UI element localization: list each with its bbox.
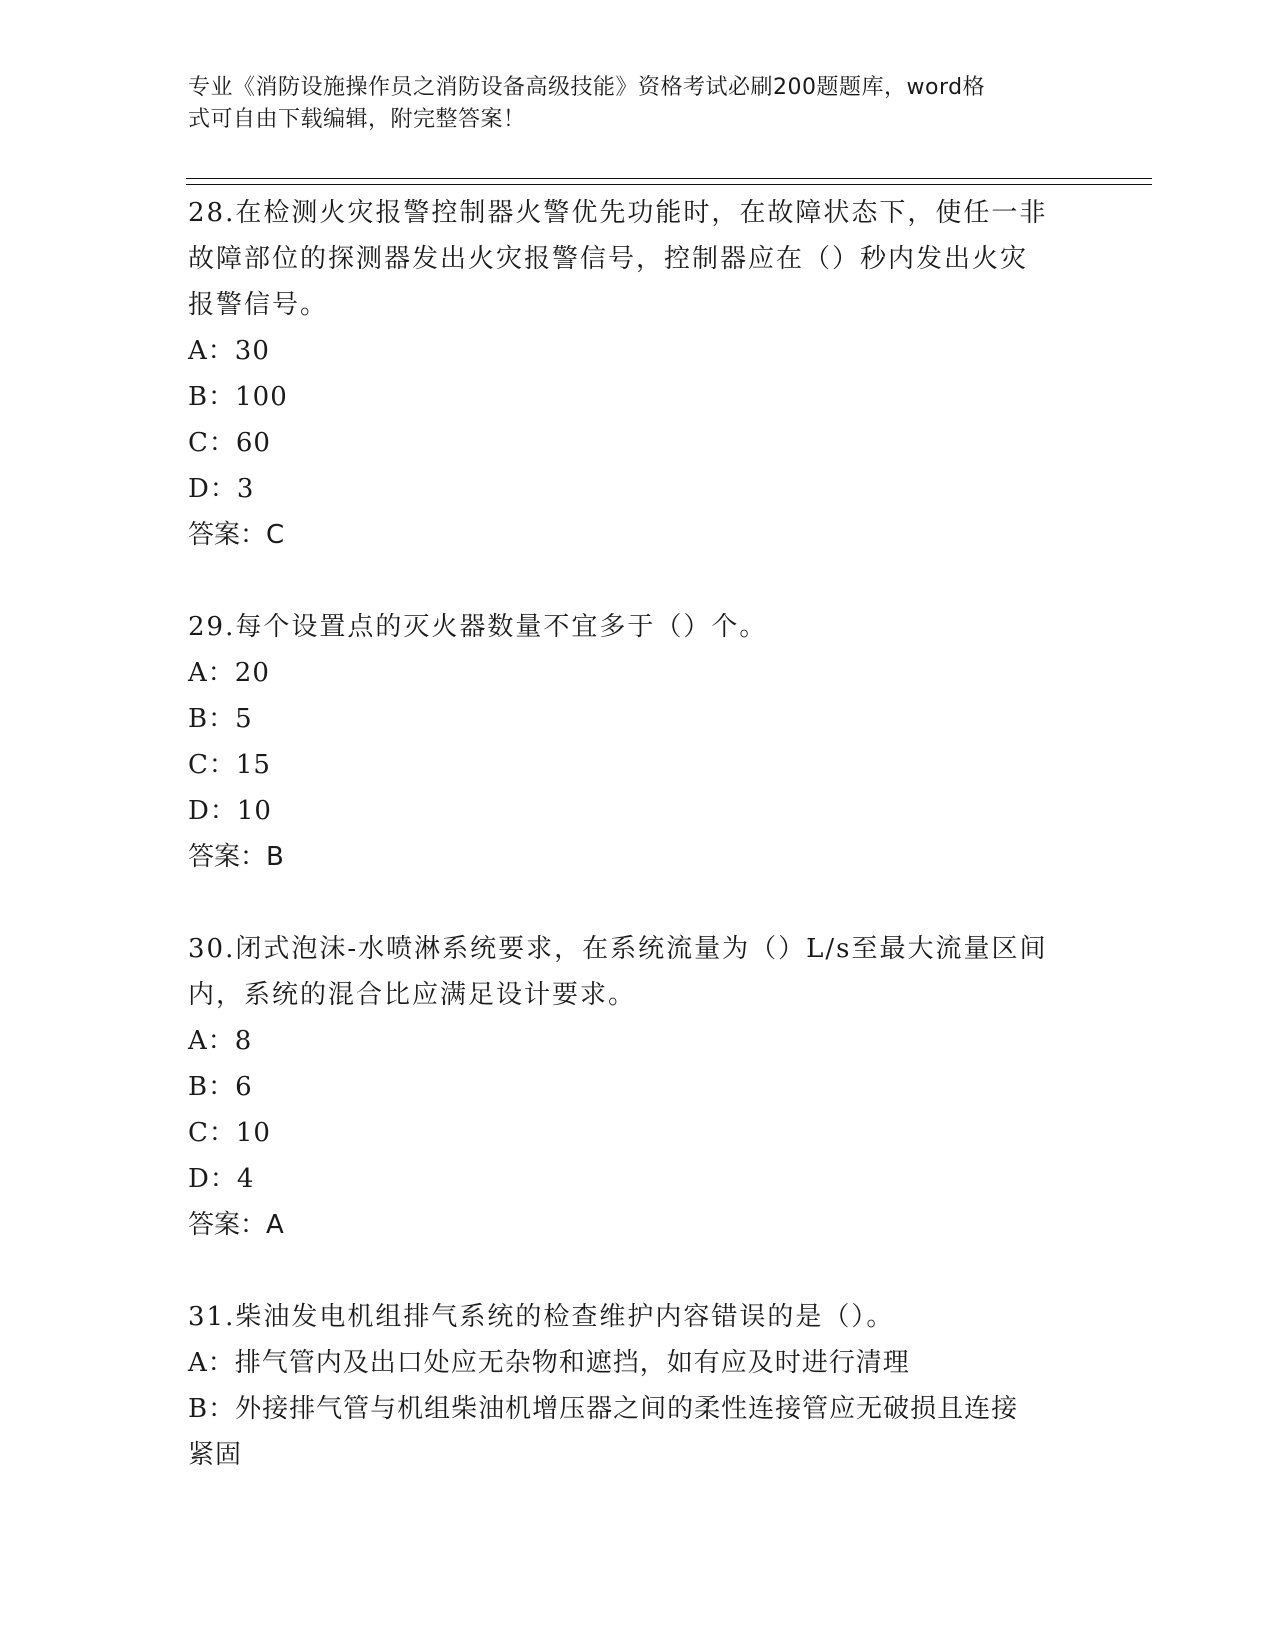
answer-label: 答案：B (188, 842, 284, 872)
question-text-line: 30.闭式泡沫-水喷淋系统要求，在系统流量为（）L/s至最大流量区间 (188, 934, 1048, 964)
option-d: D：3 (188, 474, 255, 504)
header-title-line-1: 专业《消防设施操作员之消防设备高级技能》资格考试必刷200题题库，word格 (188, 75, 986, 100)
option-a: A：20 (188, 658, 270, 688)
option-c: C：60 (188, 428, 271, 458)
question-list (188, 190, 1088, 1478)
document-header (188, 72, 1068, 136)
question-text-line: 故障部位的探测器发出火灾报警信号，控制器应在（）秒内发出火灾 (188, 244, 1029, 274)
question-text-line: 报警信号。 (188, 290, 329, 320)
header-divider-top (186, 178, 1152, 179)
question-spacer (188, 1248, 1088, 1294)
question-text-line: 内，系统的混合比应满足设计要求。 (188, 980, 637, 1010)
header-divider-bottom (186, 184, 1152, 185)
option-d: D：10 (188, 796, 272, 826)
question-spacer (188, 558, 1088, 604)
question-29 (188, 604, 1088, 880)
option-c: C：15 (188, 750, 271, 780)
option-c: C：10 (188, 1118, 271, 1148)
option-b-continued: 紧固 (188, 1440, 243, 1470)
question-31 (188, 1294, 1088, 1478)
answer-label: 答案：C (188, 520, 285, 550)
option-a: A：排气管内及出口处应无杂物和遮挡，如有应及时进行清理 (188, 1348, 910, 1378)
option-b: B：6 (188, 1072, 253, 1102)
question-spacer (188, 880, 1088, 926)
option-d: D：4 (188, 1164, 255, 1194)
option-b: B：100 (188, 382, 288, 412)
question-30 (188, 926, 1088, 1248)
question-text-line: 31.柴油发电机组排气系统的检查维护内容错误的是（）。 (188, 1302, 895, 1332)
option-b: B：5 (188, 704, 253, 734)
option-a: A：8 (188, 1026, 253, 1056)
option-b: B：外接排气管与机组柴油机增压器之间的柔性连接管应无破损且连接 (188, 1394, 1019, 1424)
answer-label: 答案：A (188, 1210, 284, 1240)
question-text-line: 29.每个设置点的灭火器数量不宜多于（）个。 (188, 612, 768, 642)
header-title-line-2: 式可自由下载编辑，附完整答案！ (188, 107, 526, 132)
question-28 (188, 190, 1088, 558)
question-text-line: 28.在检测火灾报警控制器火警优先功能时，在故障状态下，使任一非 (188, 198, 1048, 228)
option-a: A：30 (188, 336, 270, 366)
